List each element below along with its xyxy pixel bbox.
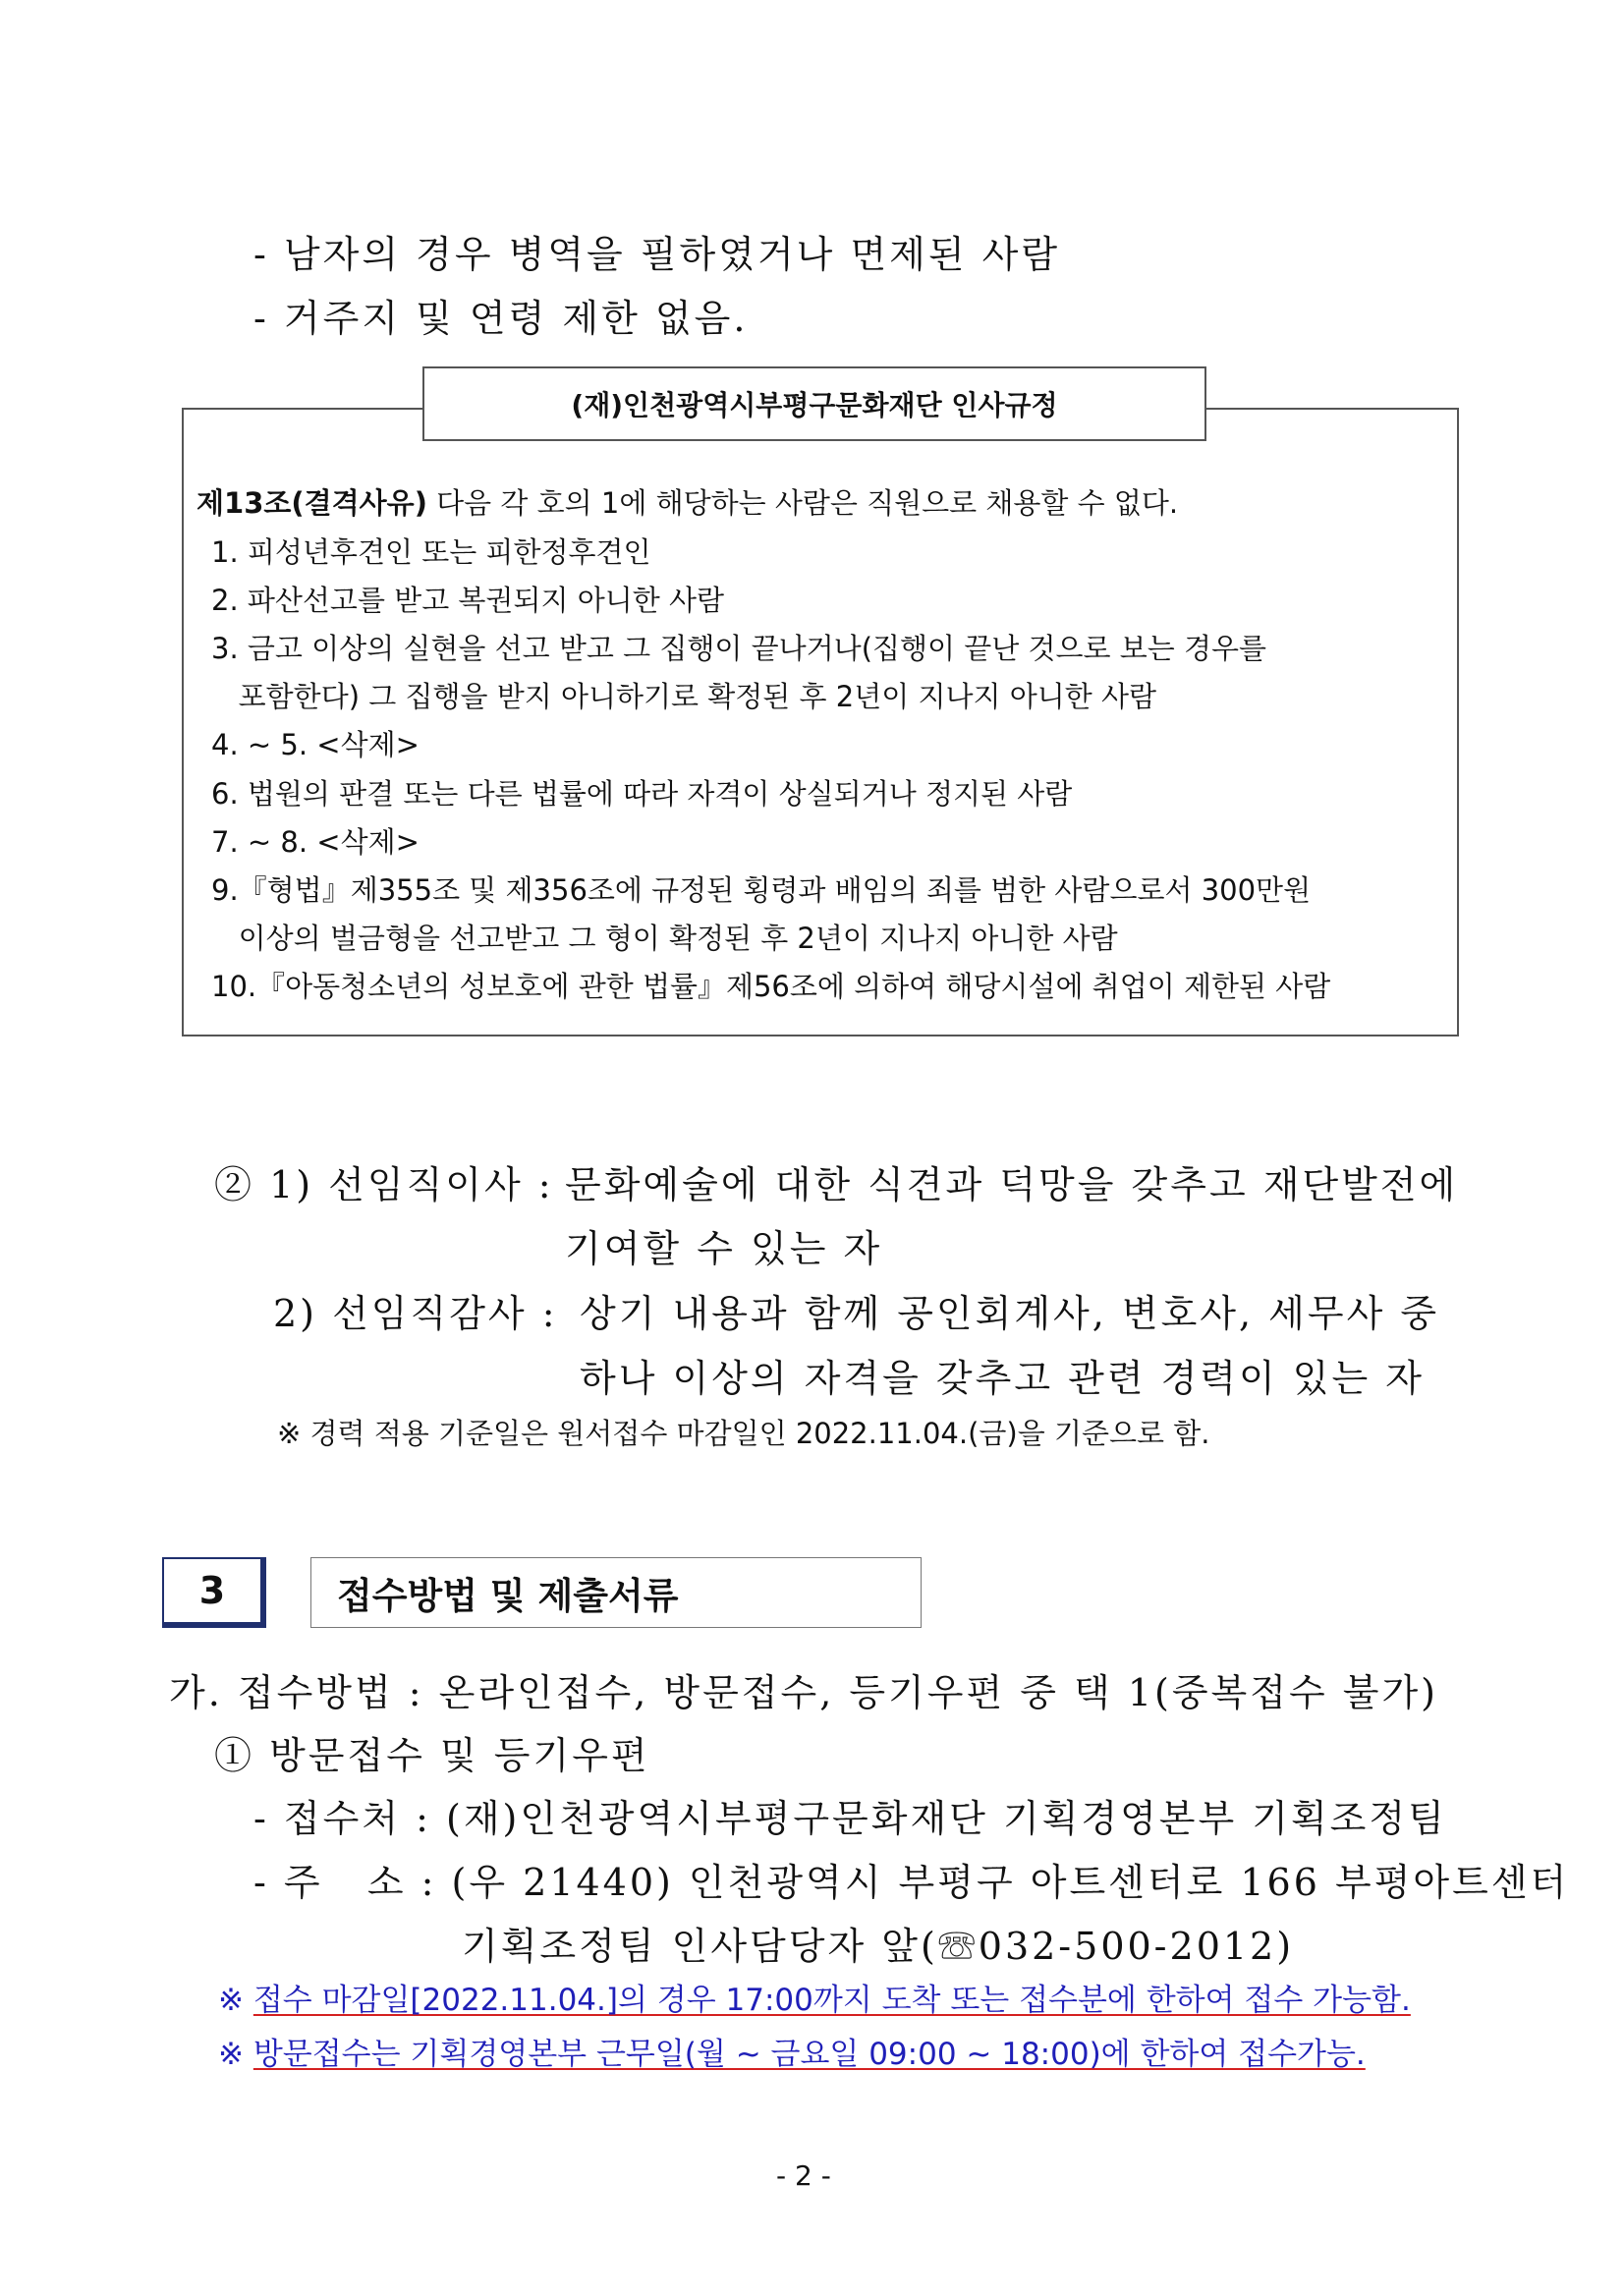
regulation-line: 이상의 벌금형을 선고받고 그 형이 확정된 후 2년이 지나지 아니한 사람 (211, 922, 1118, 955)
note-mark: ※ (218, 2037, 244, 2072)
page-number: - 2 - (776, 2159, 831, 2192)
note-mark: ※ (218, 1983, 244, 2018)
section-number: 3 (162, 1557, 266, 1628)
regulation-article (196, 481, 1178, 522)
regulation-line: 포함한다) 그 집행을 받지 아니하기로 확정된 후 2년이 지나지 아니한 사람 (211, 680, 1157, 713)
regulation-title: (재)인천광역시부평구문화재단 인사규정 (422, 366, 1206, 441)
article-head: 제13조(결격사유) (196, 486, 427, 520)
submission-address-cont: 기획조정팀 인사담당자 앞(☏032-500-2012) (462, 1925, 1295, 1968)
regulation-line: 6. 법원의 판결 또는 다른 법률에 따라 자격이 상실되거나 정지된 사람 (211, 777, 1073, 811)
qual-1-label: ② 1) 선임직이사 : (214, 1163, 554, 1206)
visit-hours-note (218, 2029, 1366, 2073)
regulation-line: 10.『아동청소년의 성보호에 관한 법률』제56조에 의하여 해당시설에 취업이 제한된 사람 (211, 970, 1331, 1003)
qual-2-text-cont: 하나 이상의 자격을 갖추고 관련 경력이 있는 자 (580, 1357, 1426, 1400)
sub-heading-visit-mail: ① 방문접수 및 등기우편 (214, 1734, 650, 1777)
qual-2-text: 상기 내용과 함께 공인회계사, 변호사, 세무사 중 (580, 1292, 1440, 1335)
deadline-note-text: 접수 마감일[2022.11.04.]의 경우 17:00까지 도착 또는 접수분에 한하여 접수 가능함. (252, 1983, 1411, 2018)
submission-place: - 접수처 : (재)인천광역시부평구문화재단 기획경영본부 기획조정팀 (253, 1797, 1447, 1840)
qual-1-text: 문화예술에 대한 식견과 덕망을 갖추고 재단발전에 (565, 1163, 1459, 1206)
submission-address: - 주 소 : (우 21440) 인천광역시 부평구 아트센터로 166 부평아트센터 (253, 1861, 1570, 1904)
qual-note: ※ 경력 적용 기준일은 원서접수 마감일인 2022.11.04.(금)을 기준으로 함. (277, 1417, 1210, 1450)
article-text: 다음 각 호의 1에 해당하는 사람은 직원으로 채용할 수 없다. (426, 486, 1179, 520)
qual-2-label: 2) 선임직감사 : (273, 1292, 558, 1335)
submission-method: 가. 접수방법 : 온라인접수, 방문접수, 등기우편 중 택 1(중복접수 불가) (169, 1671, 1438, 1714)
visit-hours-note-text: 방문접수는 기획경영본부 근무일(월 ~ 금요일 09:00 ~ 18:00)에 한하여 접수가능. (252, 2037, 1366, 2072)
list-item-military: - 남자의 경우 병역을 필하였거나 면제된 사람 (253, 233, 1061, 276)
regulation-line: 7. ~ 8. <삭제> (211, 825, 420, 859)
regulation-line: 3. 금고 이상의 실현을 선고 받고 그 집행이 끝나거나(집행이 끝난 것으로 보는 경우를 (211, 632, 1267, 665)
section-title: 접수방법 및 제출서류 (310, 1557, 922, 1628)
deadline-note (218, 1975, 1411, 2019)
regulation-line: 2. 파산선고를 받고 복권되지 아니한 사람 (211, 584, 724, 617)
regulation-line: 1. 피성년후견인 또는 피한정후견인 (211, 535, 651, 569)
list-item-residence: - 거주지 및 연령 제한 없음. (253, 297, 749, 340)
regulation-line: 9.『형법』제355조 및 제356조에 규정된 횡령과 배임의 죄를 범한 사람으로서 300만원 (211, 873, 1312, 907)
regulation-line: 4. ~ 5. <삭제> (211, 728, 420, 761)
qual-1-text-cont: 기여할 수 있는 자 (565, 1227, 883, 1270)
